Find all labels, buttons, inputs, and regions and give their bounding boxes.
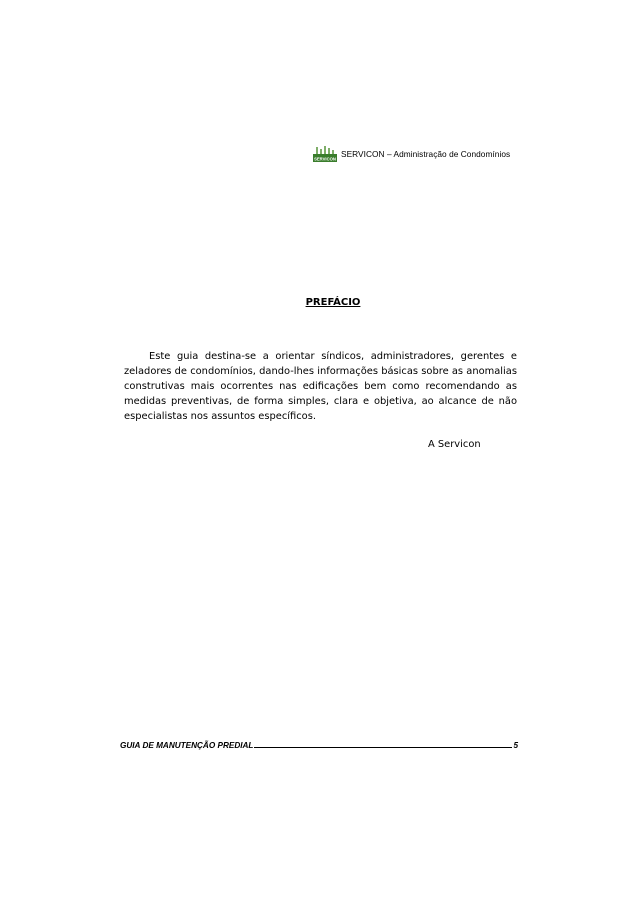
servicon-logo [312,145,338,163]
signature: A Servicon [428,439,481,450]
page-footer [120,740,518,750]
header-text: SERVICON – Administração de Condomínios [341,149,511,159]
footer-rule [254,740,512,748]
page-title: PREFÁCIO [305,297,361,308]
page-number: 5 [513,741,518,750]
logo-text: SERVICON [314,156,336,162]
footer-title: GUIA DE MANUTENÇÃO PREDIAL [120,741,254,750]
page-header [312,144,510,164]
preface-paragraph: Este guia destina-se a orientar síndicos, administradores, gerentes e zeladores de condomínios, dando-lhes informações básicas sobre as anomalias construtivas mais ocorrentes nas edificações bem como recomendando as medidas preventivas, de forma simples, clara e objetiva, ao alcance de não especialistas nos assuntos específicos. [124,351,517,422]
